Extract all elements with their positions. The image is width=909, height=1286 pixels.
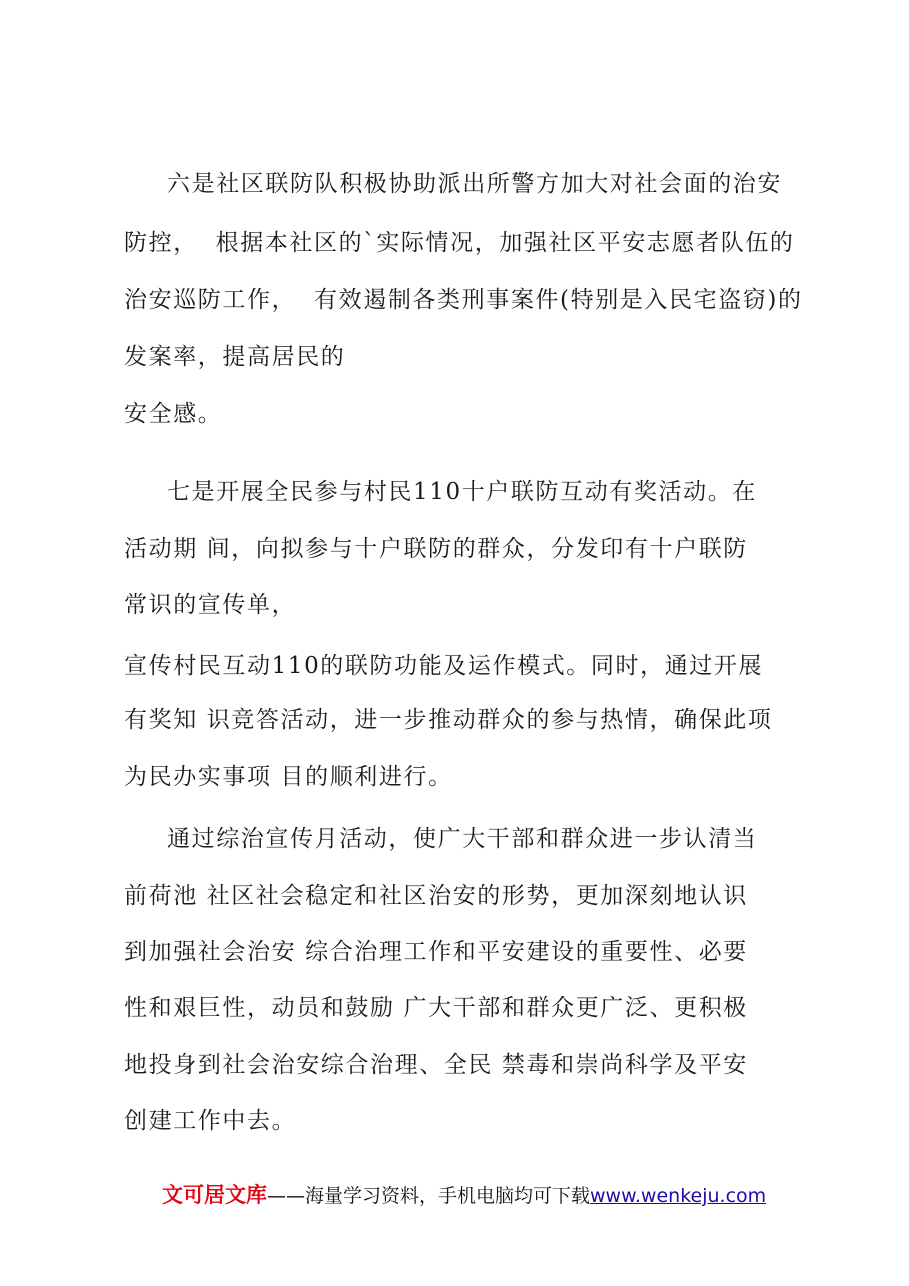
paragraph-3-line-3: 到加强社会治安 综合治理工作和平安建设的重要性、必要 [124, 939, 748, 965]
footer-link[interactable]: www.wenkeju.com [590, 1185, 767, 1207]
footer-brand: 文可居文库 [162, 1183, 267, 1207]
paragraph-2-line-2: 活动期 间，向拟参与十户联防的群众，分发印有十户联防 [124, 536, 748, 562]
paragraph-1-line-1: 六是社区联防队积极协助派出所警方加大对社会面的治安 [167, 171, 782, 197]
paragraph-3-line-4: 性和艰巨性，动员和鼓励 广大干部和群众更广泛、更积极 [124, 995, 748, 1021]
paragraph-2-line-6: 为民办实事项 目的顺利进行。 [124, 764, 453, 790]
paragraph-1-line-2: 防控， 根据本社区的`实际情况，加强社区平安志愿者队伍的 [124, 230, 795, 256]
paragraph-2-line-4: 宣传村民互动110的联防功能及运作模式。同时，通过开展 [124, 653, 764, 679]
paragraph-2-line-3: 常识的宣传单， [124, 592, 297, 618]
paragraph-3-line-5: 地投身到社会治安综合治理、全民 禁毒和崇尚科学及平安 [124, 1052, 748, 1078]
paragraph-2-line-1: 七是开展全民参与村民110十户联防互动有奖活动。在 [167, 479, 757, 505]
paragraph-3-line-6: 创建工作中去。 [124, 1108, 297, 1134]
footer-banner [162, 1182, 766, 1209]
paragraph-1-line-3: 治安巡防工作， 有效遏制各类刑事案件(特别是入民宅盗窃)的 [124, 287, 803, 313]
paragraph-1-line-4: 发案率，提高居民的 [124, 344, 346, 370]
paragraph-2-line-5: 有奖知 识竞答活动，进一步推动群众的参与热情，确保此项 [124, 707, 773, 733]
paragraph-1-line-5: 安全感。 [124, 401, 223, 427]
paragraph-3-line-1: 通过综治宣传月活动，使广大干部和群众进一步认清当 [167, 826, 758, 852]
footer-slogan: ——海量学习资料，手机电脑均可下载 [267, 1185, 591, 1207]
paragraph-3-line-2: 前荷池 社区社会稳定和社区治安的形势，更加深刻地认识 [124, 883, 748, 909]
